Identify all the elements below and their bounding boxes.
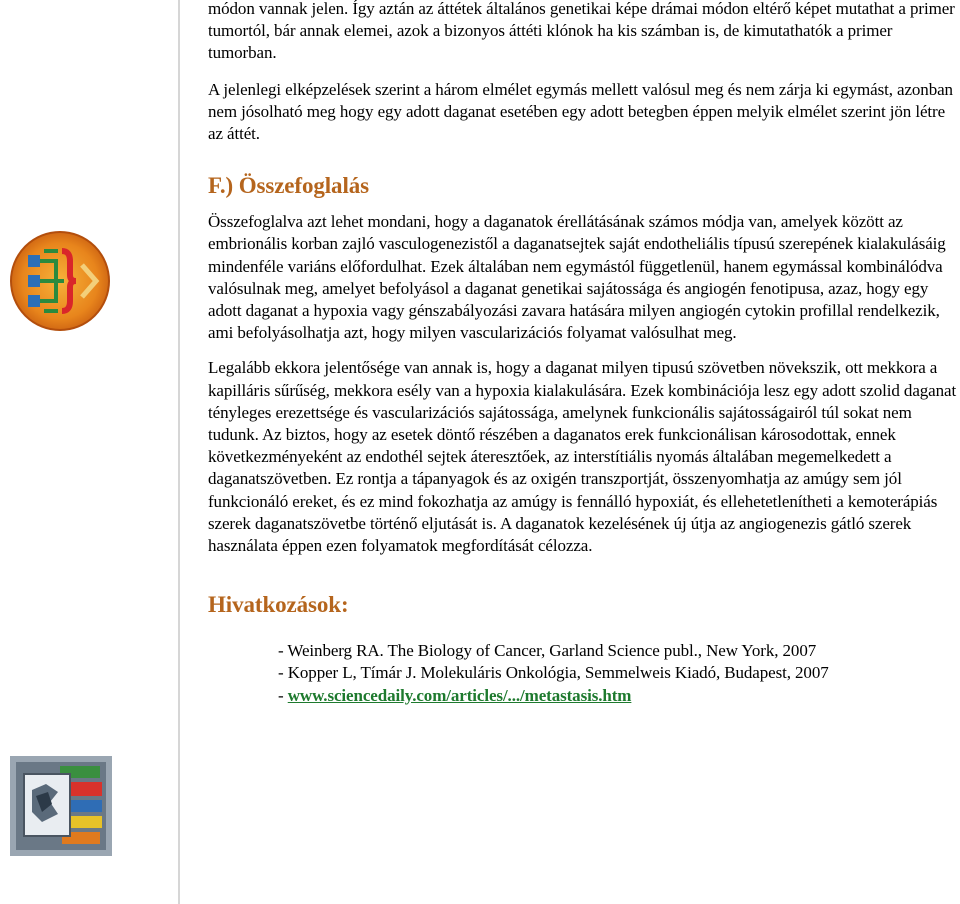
sciencedaily-link[interactable]: www.sciencedaily.com/articles/.../metastasis.htm xyxy=(287,685,632,705)
reference-item: - Weinberg RA. The Biology of Cancer, Garland Science publ., New York, 2007 xyxy=(278,641,817,661)
document-body xyxy=(208,0,960,707)
document-stack-logo-icon xyxy=(6,752,116,860)
reference-item xyxy=(278,685,960,707)
references-list xyxy=(278,640,960,707)
reference-prefix: - xyxy=(278,685,288,705)
margin-divider-line xyxy=(178,0,180,904)
references-heading: Hivatkozások: xyxy=(208,592,349,618)
paragraph-tissue-importance: Legalább ekkora jelentősége van annak is, hogy a daganat milyen tipusú szövetben növekszik, ott mekkora a kapilláris sűrűség, mekkora esély van a hypoxia kialakulására. Ezek kombinációja lesz egy adott szolid daganat tényleges erezettsége és vascularizációs sajátossága, amelynek funkcionális sajátosságairól túl sokat nem tudunk. Az biztos, hogy az esetek döntő részében a daganatos erek funkcionálisan károsodottak, ennek következményeként az endothél sejtek áteresztőek, az interstítiális nyomás általában megemelkedett a daganatszövetben. Ez rontja a tápanyagok és az oxigén transzportját, összenyomhatja az amúgy sem jól funkcionáló ereket, és ez mind fokozhatja az amúgy is fennálló hypoxiát, és ellehetetlenítheti a kemoterápiás szerek daganatszövetbe történő eljutását is. A daganatok kezelésének új útja az angiogenezis gátló szerek használata éppen ezen folyamatok megfordítását célozza. xyxy=(208,358,957,556)
paragraph-summary: Összefoglalva azt lehet mondani, hogy a daganatok érellátásának számos módja van, amelyek között az embrionális korban zajló vasculogenezistől a daganatsejtek saját endotheliális típusú szerepének kialakulásáig mindenféle variáns előfordulhat. Ezek általában nem egymástól függetlenül, hanem egymással kombinálódva valósulnak meg, amelyet befolyásol a daganat genetikai sajátossága és angiogén fenotipusa, azaz, hogy egy adott daganat a hypoxia vagy génszabályozási zavara hatására milyen angiogén cytokin profillal rendelkezik, ami befolyásolhatja azt, hogy milyen vascularizációs folyamat valósulhat meg. xyxy=(208,212,946,343)
section-heading-summary: F.) Összefoglalás xyxy=(208,173,369,199)
paragraph-three-theories: A jelenlegi elképzelések szerint a három elmélet egymás mellett valósul meg és nem zárja ki egymást, azonban nem jósolható meg hogy egy adott daganat esetében egy adott betegben éppen melyik elmélet szerint jön létre az áttét. xyxy=(208,79,953,144)
paragraph-metastasis-genetics: módon vannak jelen. Így aztán az áttétek általános genetikai képe drámai módon eltérő képet mutathat a primer tumortól, bár annak elemei, azok a bizonyos áttéti klónok ha kis számban is, de kimutathatók a primer tumorban. xyxy=(208,0,955,63)
reference-item: - Kopper L, Tímár J. Molekuláris Onkológia, Semmelweis Kiadó, Budapest, 2007 xyxy=(278,663,829,683)
branching-arrows-logo-icon xyxy=(6,229,114,333)
